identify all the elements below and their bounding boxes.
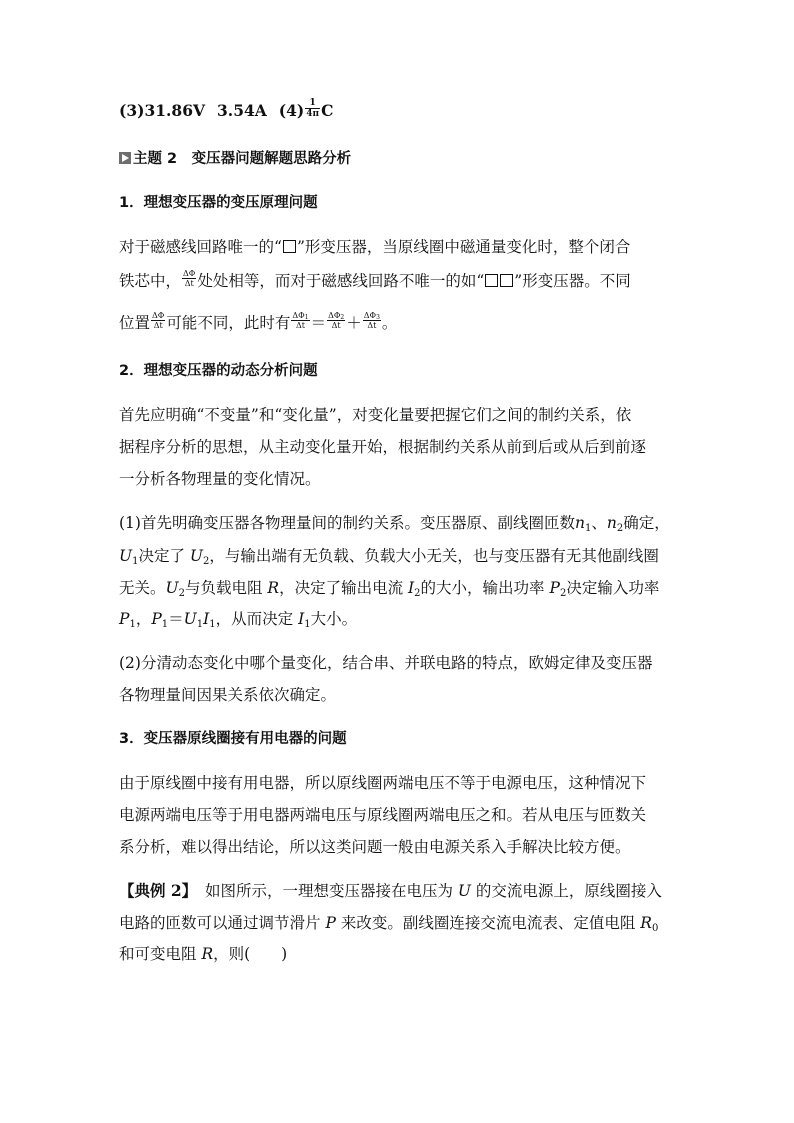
answer-part3-current: 3.54A [217, 101, 267, 120]
section2-heading: 2．理想变压器的动态分析问题 [119, 363, 318, 379]
topic-title: 主题 2 变压器问题解题思路分析 [133, 151, 352, 167]
section3-heading: 3．变压器原线圈接有用电器的问题 [119, 731, 347, 747]
answer-part4-unit: C [321, 101, 334, 120]
flux-rate-fraction-2: $\frac{\Delta\Phi_2}{\Delta t}$ [328, 310, 345, 330]
section1-para-line2: 铁芯中， $\frac{\Delta\Phi}{\Delta t}$ 处处相等，而对于磁感线回路不唯一的如“ ”形变压器。不同 [119, 268, 631, 290]
answer-line [119, 97, 334, 123]
answer-part3-voltage: (3)31.86V [119, 101, 206, 120]
example-line1: 【典例 2】 如图所示，一理想变压器接在电压为 U 的交流电源上，原线圈接入 [119, 881, 662, 900]
flux-rate-fraction-1: $\frac{\Delta\Phi_1}{\Delta t}$ [292, 310, 309, 330]
section2-item1-line1: (1)首先明确变压器各物理量间的制约关系。变压器原、副线圈匝数$n_1$、$n_2$确定， [119, 514, 670, 534]
play-triangle-icon [119, 152, 131, 164]
example-line3: 和可变电阻 R，则( ) [119, 945, 288, 963]
answer-part4-label: (4) [278, 101, 305, 120]
topic-heading [119, 148, 351, 170]
flux-rate-fraction-3: $\frac{\Delta\Phi_3}{\Delta t}$ [363, 310, 380, 330]
core-square-icon [485, 274, 498, 287]
flux-rate-fraction: $\frac{\Delta\Phi}{\Delta t}$ [183, 268, 196, 288]
section2-item1-line3: 无关。$U_2$与负载电阻 R，决定了输出电流 $I_2$的大小，输出功率 $P_2$决定输入功率 [119, 579, 660, 599]
section1-para-line3: 位置 $\frac{\Delta\Phi}{\Delta t}$ 可能不同，此时有 $\frac{\Delta\Phi_1}{\Delta t}$ ＝ $\frac{\Delta\Phi_2}{\Delta t}$ ＋ $\frac{\Delta\Phi_3}{\Delta t}$ 。 [119, 310, 398, 332]
section3-para-line3: 系分析，难以得出结论，所以这类问题一般由电源关系入手解决比较方便。 [119, 838, 631, 856]
section2-para-line2: 据程序分析的思想，从主动变化量开始，根据制约关系从前到后或从后到前逐 [119, 438, 647, 456]
section2-para-line1: 首先应明确“不变量”和“变化量”，对变化量要把握它们之间的制约关系，依 [119, 406, 632, 424]
section3-para-line2: 电源两端电压等于用电器两端电压与原线圈两端电压之和。若从电压与匝数关 [119, 806, 647, 824]
section1-heading: 1．理想变压器的变压原理问题 [119, 195, 318, 211]
answer-part4-fraction: $\frac{1}{4\pi}$ [306, 97, 320, 119]
section1-para-line1: 对于磁感线回路唯一的“ ”形变压器，当原线圈中磁通量变化时，整个闭合 [119, 238, 631, 256]
core-square-icon [283, 240, 296, 253]
example-label: 【典例 2】 [119, 881, 190, 900]
section2-item2-line2: 各物理量间因果关系依次确定。 [119, 686, 337, 704]
section2-item1-line4: $P_1$，$P_1=U_1I_1$，从而决定 $I_1$大小。 [119, 610, 358, 630]
flux-rate-fraction: $\frac{\Delta\Phi}{\Delta t}$ [152, 310, 165, 330]
section2-item2-line1: (2)分清动态变化中哪个量变化，结合串、并联电路的特点，欧姆定律及变压器 [119, 654, 653, 672]
example-line2: 电路的匝数可以通过调节滑片 P 来改变。副线圈连接交流电流表、定值电阻 $R_0$ [119, 914, 659, 934]
section3-para-line1: 由于原线圈中接有用电器，所以原线圈两端电压不等于电源电压，这种情况下 [119, 774, 647, 792]
section2-para-line3: 一分析各物理量的变化情况。 [119, 470, 321, 488]
core-square-icon [500, 274, 513, 287]
section2-item1-line2: $U_1$决定了 $U_2$，与输出端有无负载、负载大小无关，也与变压器有无其他副线圈 [119, 547, 659, 567]
